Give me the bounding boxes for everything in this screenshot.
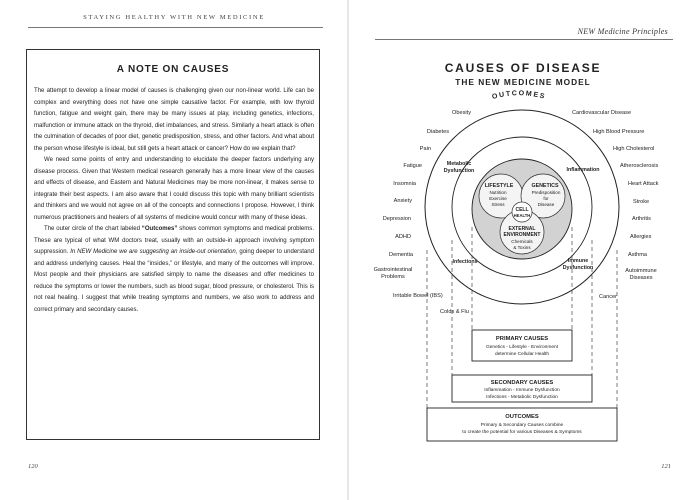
primary-causes-line: Genetics - Lifestyle - Environment (486, 345, 558, 350)
cell-health-label: HEALTH (513, 213, 531, 218)
secondary-causes-title: SECONDARY CAUSES (490, 380, 554, 386)
outcome-label: Colds & Flu (440, 309, 469, 315)
outcome-label: Autoimmune (625, 268, 657, 274)
outcome-label: Arthritis (632, 216, 651, 222)
outcome-label: ADHD (395, 234, 411, 240)
outcome-label: Cardiovascular Disease (572, 110, 632, 116)
primary-causes-title: PRIMARY CAUSES (495, 336, 549, 342)
lifestyle-item: Stress (491, 202, 505, 207)
outcome-label: Anxiety (393, 198, 412, 204)
outcome-label: Insomnia (393, 181, 416, 187)
outcomes-arc-label (491, 90, 546, 101)
outcome-label: High Blood Pressure (593, 129, 645, 135)
outcome-label: Dementia (389, 252, 413, 258)
page-number-right: 121 (661, 463, 671, 470)
outcomes-box-line: Primary & Secondary Causes combine (480, 423, 564, 428)
running-head-right: NEW Medicine Principles (577, 27, 668, 36)
outcome-label: Fatigue (403, 163, 422, 169)
genetics-item: Predisposition (531, 190, 561, 195)
environment-title: ENVIRONMENT (503, 232, 541, 238)
header-rule-left (28, 27, 323, 28)
secondary-causes-line: Inflammation - Immune Dysfunction (484, 388, 560, 393)
immune-dysfunction-label: Immune (567, 258, 589, 264)
genetics-title: GENETICS (531, 183, 559, 189)
infections-label: Infections (452, 259, 478, 265)
outcomes-arc-text: OUTCOMES (491, 90, 547, 101)
genetics-item: for (543, 196, 549, 201)
outcome-label: Pain (419, 146, 431, 152)
right-page (349, 0, 697, 500)
environment-item: & Toxins (513, 245, 531, 250)
metabolic-dysfunction-label: Metabolic (446, 161, 472, 167)
outcome-label: Diabetes (426, 129, 449, 135)
outcome-label: Heart Attack (628, 181, 659, 187)
note-body (34, 86, 314, 316)
lifestyle-item: Nutrition (489, 190, 507, 195)
causes-of-disease-diagram (349, 0, 697, 500)
genetics-item: Disease (537, 202, 555, 207)
p3-italic-text: In NEW Medicine we are suggesting an inside-out orientation, (70, 249, 238, 255)
diagram-title: CAUSES OF DISEASE (444, 61, 602, 75)
outcome-label: High Cholesterol (613, 146, 655, 152)
primary-causes-line: determine Cellular Health (494, 352, 550, 357)
note-title: A NOTE ON CAUSES (116, 64, 230, 75)
lifestyle-title: LIFESTYLE (484, 183, 514, 189)
outcomes-box-title: OUTCOMES (505, 414, 539, 420)
lifestyle-item: Exercise (489, 196, 507, 201)
outcome-label: Cancer (599, 294, 618, 300)
cell-health-label: CELL (515, 207, 529, 213)
outcome-label: Atherosclerosis (620, 163, 659, 169)
note-paragraph-1: The attempt to develop a linear model of causes is challenging given our non-linear world. Life can be complex and everything does not have one simple causative factor. For example, with low thyroid function, fatigue and weight gain, there may be many issues at play, including genetics, infections, malfunction or immune attack on the thyroid, diet imbalances, and stress. Similarly a heart attack is often the culmination of decades of poor diet, genetic predisposition, stress, and other factors. And what about the person whose lifestyle is ideal, but still gets a heart attack or cancer? How do we explain that? (34, 88, 314, 152)
running-head-left: STAYING HEALTHY WITH NEW MEDICINE (83, 14, 265, 21)
p3-text-a: The outer circle of the chart labeled (44, 226, 142, 232)
secondary-causes-line: Infections - Metabolic Dysfunction (486, 395, 558, 400)
outcome-label: Problems (381, 274, 405, 280)
outcome-label: Gastrointestinal (373, 267, 413, 273)
metabolic-dysfunction-label: Dysfunction (443, 168, 475, 174)
outcomes-box-line: to create the potential for various Diseases & Symptoms (462, 430, 582, 435)
outcome-label: Irritable Bowel (IBS) (393, 293, 443, 299)
p3-text-e: going deeper to understand and address underlying causes. Heal the “insides,” or lifestyle, and many of the outcomes will improve. Most people and their physicians are satisfied simply to name the diseases and offer medicines to reduce the symptoms or lower the numbers, such as blood sugar, blood pressure, or cholesterol. This is not real healing. I suggest that while treating symptoms and numbers, we also work to address and correct primary and secondary causes. (34, 249, 314, 313)
note-box (26, 49, 320, 440)
environment-item: Chemicals (511, 239, 533, 244)
outcome-label: Obesity (452, 110, 471, 116)
outcome-label: Stroke (633, 199, 650, 205)
diagram-subtitle: THE NEW MEDICINE MODEL (455, 77, 591, 87)
left-page (0, 0, 348, 500)
outcome-label: Depression (382, 216, 411, 222)
note-paragraph-2: We need some points of entry and understanding to elucidate the deeper factors underlying any disease process. Given that Western medical research generally has a more linear view of the causes and effects of disease, and Eastern and Natural Medicines may be more non-linear, it makes sense to integrate their best aspects. I am also aware that I could discuss this topic with many brilliant scientists and thinkers and we would not agree on all of the concepts and connections I propose. However, I think numerous practitioners and healers of all systems of medicine would concur with many of these ideas. (34, 157, 314, 221)
outcome-label: Diseases (629, 275, 653, 281)
inflammation-label: Inflammation (566, 167, 600, 173)
p3-outcomes-term: “Outcomes” (141, 226, 178, 232)
outcome-label: Allergies (630, 234, 652, 240)
note-paragraph-3 (34, 224, 314, 316)
immune-dysfunction-label: Dysfunction (562, 265, 594, 271)
outcome-label: Asthma (628, 252, 647, 258)
environment-title: EXTERNAL (508, 226, 536, 232)
p3-text-c: shows common symptoms and medical problems. These are typical of what WM doctors treat, usually with an outside-in approach involving symptom suppression. (34, 226, 314, 255)
page-number-left: 120 (28, 463, 38, 470)
